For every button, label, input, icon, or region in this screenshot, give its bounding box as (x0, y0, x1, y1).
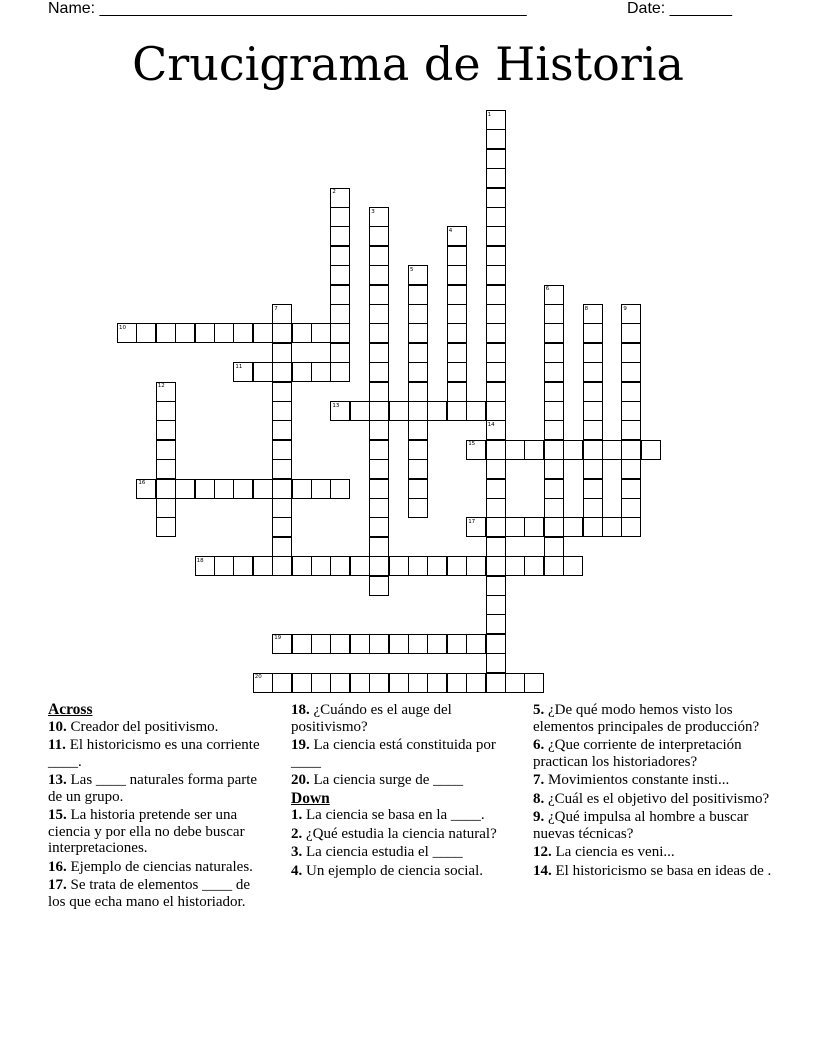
crossword-cell[interactable] (486, 440, 506, 460)
crossword-cell[interactable] (156, 401, 176, 421)
crossword-cell[interactable] (524, 673, 544, 693)
crossword-cell[interactable] (486, 556, 506, 576)
crossword-cell[interactable] (466, 673, 486, 693)
crossword-cell[interactable] (272, 459, 292, 479)
crossword-cell[interactable] (486, 653, 506, 673)
crossword-cell[interactable] (408, 285, 428, 305)
crossword-cell[interactable] (447, 265, 467, 285)
clue-across-15: 15. La historia pretende ser una ciencia y por ella no debe buscar interpretaciones. (48, 807, 245, 856)
crossword-cell[interactable] (272, 673, 292, 693)
crossword-cell[interactable] (330, 304, 350, 324)
crossword-cell[interactable] (505, 556, 525, 576)
crossword-cell[interactable] (447, 246, 467, 266)
crossword-cell[interactable] (486, 634, 506, 654)
crossword-cell[interactable] (369, 226, 389, 246)
crossword-cell[interactable] (369, 576, 389, 596)
crossword-cell[interactable] (350, 556, 370, 576)
crossword-cell[interactable] (214, 556, 234, 576)
crossword-cell[interactable] (524, 517, 544, 537)
crossword-cell[interactable] (350, 673, 370, 693)
clue-number-label: 13 (332, 402, 340, 409)
crossword-cell[interactable] (330, 634, 350, 654)
crossword-cell[interactable] (272, 323, 292, 343)
crossword-cell[interactable] (544, 323, 564, 343)
crossword-cell[interactable] (621, 498, 641, 518)
crossword-cell[interactable] (486, 401, 506, 421)
clue-down-7: 7. Movimientos constante insti... (533, 772, 730, 788)
crossword-cell[interactable] (583, 459, 603, 479)
crossword-cell[interactable] (408, 420, 428, 440)
crossword-cell[interactable] (486, 246, 506, 266)
crossword-cell[interactable] (311, 673, 331, 693)
crossword-cell[interactable] (486, 517, 506, 537)
crossword-cell[interactable] (369, 479, 389, 499)
crossword-cell[interactable] (311, 323, 331, 343)
clue-down-9: 9. ¿Qué impulsa al hombre a buscar nuevas técnicas? (533, 809, 749, 842)
clue-column-3 (533, 702, 773, 881)
crossword-cell[interactable] (408, 479, 428, 499)
crossword-cell[interactable] (272, 343, 292, 363)
crossword-cell[interactable] (253, 479, 273, 499)
crossword-cell[interactable] (486, 537, 506, 557)
crossword-cell[interactable] (369, 537, 389, 557)
clue-number-label: 3 (371, 208, 375, 215)
crossword-cell[interactable] (292, 556, 312, 576)
crossword-cell[interactable] (233, 556, 253, 576)
crossword-cell[interactable] (330, 265, 350, 285)
header (48, 0, 748, 18)
crossword-cell[interactable] (447, 304, 467, 324)
crossword-cell[interactable] (466, 556, 486, 576)
crossword-cell[interactable] (175, 479, 195, 499)
clue-across-16: 16. Ejemplo de ciencias naturales. (48, 858, 253, 875)
clue-number-label: 12 (157, 383, 165, 390)
clue-number-label: 4 (448, 227, 453, 234)
crossword-cell[interactable] (369, 634, 389, 654)
crossword-cell[interactable] (544, 517, 564, 537)
crossword-cell[interactable] (563, 440, 583, 460)
clue-across-20: 20. La ciencia surge de ____ (291, 772, 464, 788)
crossword-cell[interactable] (486, 207, 506, 227)
clue-number-label: 1 (487, 111, 492, 118)
crossword-cell[interactable] (447, 634, 467, 654)
crossword-cell[interactable] (195, 479, 215, 499)
crossword-cell[interactable] (311, 634, 331, 654)
crossword-cell[interactable] (330, 285, 350, 305)
clue-across-13: 13. Las ____ naturales forma parte de un grupo. (48, 772, 258, 805)
crossword-cell[interactable] (544, 362, 564, 382)
crossword-cell[interactable] (369, 285, 389, 305)
crossword-cell[interactable] (369, 343, 389, 363)
crossword-cell[interactable] (524, 556, 544, 576)
crossword-cell[interactable] (156, 498, 176, 518)
crossword-cell[interactable] (156, 420, 176, 440)
crossword-cell[interactable] (272, 382, 292, 402)
crossword-cell[interactable] (583, 440, 603, 460)
crossword-cell[interactable] (408, 556, 428, 576)
clue-across-19: 19. La ciencia está constituida por ____ (291, 737, 496, 770)
crossword-cell[interactable] (486, 576, 506, 596)
crossword-cell[interactable] (408, 634, 428, 654)
crossword-cell[interactable] (350, 634, 370, 654)
crossword-cell[interactable] (136, 323, 156, 343)
crossword-cell[interactable] (408, 382, 428, 402)
crossword-cell[interactable] (466, 634, 486, 654)
clue-column-2 (291, 702, 513, 881)
crossword-cell[interactable] (369, 556, 389, 576)
crossword-cell[interactable] (408, 673, 428, 693)
crossword-cell[interactable] (621, 517, 641, 537)
crossword-cell[interactable] (447, 285, 467, 305)
clue-down-2: 2. ¿Qué estudia la ciencia natural? (291, 825, 497, 842)
clue-across-11: 11. El historicismo es una corriente ____. (48, 737, 260, 770)
crossword-cell[interactable] (447, 343, 467, 363)
crossword-cell[interactable] (447, 556, 467, 576)
crossword-cell[interactable] (486, 323, 506, 343)
crossword-cell[interactable] (621, 362, 641, 382)
crossword-cell[interactable] (369, 420, 389, 440)
crossword-cell[interactable] (330, 362, 350, 382)
clue-number-label: 15 (468, 441, 476, 448)
clue-column-1 (48, 702, 270, 912)
crossword-cell[interactable] (272, 362, 292, 382)
crossword-cell[interactable] (583, 343, 603, 363)
crossword-cell[interactable] (544, 382, 564, 402)
crossword-cell[interactable] (214, 323, 234, 343)
clue-down-5: 5. ¿De qué modo hemos visto los elementos principales de producción? (533, 702, 760, 735)
crossword-cell[interactable] (408, 362, 428, 382)
crossword-cell[interactable] (253, 556, 273, 576)
crossword-cell[interactable] (486, 382, 506, 402)
crossword-cell[interactable] (330, 673, 350, 693)
crossword-cell[interactable] (486, 304, 506, 324)
crossword-cell[interactable] (544, 556, 564, 576)
crossword-cell[interactable] (563, 556, 583, 576)
crossword-cell[interactable] (602, 517, 622, 537)
down-heading: Down (291, 789, 330, 807)
crossword-cell[interactable] (621, 382, 641, 402)
crossword-cell[interactable] (544, 498, 564, 518)
clue-number-label: 2 (332, 189, 336, 196)
crossword-cell[interactable] (311, 556, 331, 576)
crossword-cell[interactable] (330, 207, 350, 227)
crossword-cell[interactable] (447, 673, 467, 693)
crossword-cell[interactable] (408, 304, 428, 324)
crossword-cell[interactable] (253, 323, 273, 343)
crossword-cell[interactable] (408, 401, 428, 421)
crossword-cell[interactable] (156, 479, 176, 499)
crossword-cell[interactable] (350, 401, 370, 421)
crossword-cell[interactable] (486, 285, 506, 305)
crossword-cell[interactable] (544, 537, 564, 557)
crossword-cell[interactable] (427, 556, 447, 576)
crossword-cell[interactable] (621, 479, 641, 499)
crossword-cell[interactable] (583, 517, 603, 537)
page-title: Crucigrama de Historia (132, 37, 684, 91)
clue-number-label: 10 (119, 324, 126, 331)
crossword-cell[interactable] (389, 634, 409, 654)
crossword-cell[interactable] (621, 420, 641, 440)
crossword-cell[interactable] (292, 673, 312, 693)
crossword-cell[interactable] (621, 440, 641, 460)
crossword-cell[interactable] (156, 440, 176, 460)
crossword-cell[interactable] (272, 420, 292, 440)
across-heading: Across (48, 701, 93, 718)
crossword-cell[interactable] (156, 323, 176, 343)
crossword-cell[interactable] (369, 362, 389, 382)
crossword-cell[interactable] (330, 246, 350, 266)
crossword-cell[interactable] (156, 517, 176, 537)
crossword-cell[interactable] (156, 459, 176, 479)
crossword-cell[interactable] (486, 362, 506, 382)
crossword-cell[interactable] (214, 479, 234, 499)
clue-number-label: 19 (274, 635, 282, 642)
crossword-cell[interactable] (505, 673, 525, 693)
clue-down-1: 1. La ciencia se basa en la ____. (291, 807, 485, 823)
crossword-cell[interactable] (544, 401, 564, 421)
crossword-cell[interactable] (195, 323, 215, 343)
crossword-cell[interactable] (369, 304, 389, 324)
crossword-cell[interactable] (369, 401, 389, 421)
crossword-cell[interactable] (408, 440, 428, 460)
crossword-cell[interactable] (486, 498, 506, 518)
clue-number-label: 17 (468, 518, 476, 525)
crossword-cell[interactable] (447, 401, 467, 421)
crossword-cell[interactable] (486, 343, 506, 363)
clue-number-label: 11 (235, 363, 243, 370)
crossword-cell[interactable] (544, 459, 564, 479)
crossword-cell[interactable] (408, 323, 428, 343)
crossword-cell[interactable] (563, 517, 583, 537)
clue-down-8: 8. ¿Cuál es el objetivo del positivismo? (533, 790, 770, 807)
crossword-cell[interactable] (466, 401, 486, 421)
clue-number-label: 14 (487, 421, 495, 428)
clue-number-label: 8 (584, 305, 589, 312)
crossword-cell[interactable] (389, 673, 409, 693)
crossword-cell[interactable] (292, 362, 312, 382)
crossword-cell[interactable] (369, 517, 389, 537)
crossword-cell[interactable] (389, 401, 409, 421)
crossword-cell[interactable] (583, 479, 603, 499)
crossword-cell[interactable] (544, 343, 564, 363)
crossword-cell[interactable] (427, 673, 447, 693)
crossword-cell[interactable] (330, 479, 350, 499)
crossword-cell[interactable] (408, 459, 428, 479)
clue-down-4: 4. Un ejemplo de ciencia social. (291, 862, 484, 879)
crossword-cell[interactable] (233, 479, 253, 499)
crossword-cell[interactable] (369, 440, 389, 460)
crossword-cell[interactable] (486, 614, 506, 634)
crossword-cell[interactable] (486, 188, 506, 208)
crossword-cell[interactable] (369, 246, 389, 266)
crossword-cell[interactable] (292, 479, 312, 499)
crossword-cell[interactable] (272, 556, 292, 576)
crossword-cell[interactable] (583, 323, 603, 343)
crossword-cell[interactable] (583, 401, 603, 421)
crossword-cell[interactable] (544, 440, 564, 460)
clue-down-12: 12. La ciencia es veni... (533, 844, 675, 860)
crossword-cell[interactable] (447, 323, 467, 343)
crossword-cell[interactable] (272, 479, 292, 499)
clue-number-label: 16 (138, 480, 146, 487)
crossword-cell[interactable] (311, 362, 331, 382)
crossword-cell[interactable] (621, 401, 641, 421)
crossword-cell[interactable] (292, 323, 312, 343)
clue-number-label: 20 (254, 674, 262, 681)
crossword-cell[interactable] (447, 362, 467, 382)
crossword-cell[interactable] (621, 459, 641, 479)
crossword-cell[interactable] (486, 226, 506, 246)
clue-across-17: 17. Se trata de elementos ____ de los que echa mano el historiador. (48, 877, 251, 910)
clue-number-label: 7 (274, 305, 278, 312)
clue-down-6: 6. ¿Que corriente de interpretación practican los historiadores? (533, 737, 742, 770)
crossword-cell[interactable] (486, 149, 506, 169)
crossword-cell[interactable] (544, 304, 564, 324)
clue-number-label: 9 (623, 305, 627, 312)
crossword-cell[interactable] (389, 556, 409, 576)
crossword-cell[interactable] (369, 459, 389, 479)
crossword-cell[interactable] (330, 323, 350, 343)
crossword-cell[interactable] (602, 440, 622, 460)
crossword-cell[interactable] (486, 595, 506, 615)
crossword-cell[interactable] (175, 323, 195, 343)
crossword-cell[interactable] (583, 362, 603, 382)
clue-down-14: 14. El historicismo se basa en ideas de . (533, 862, 772, 879)
clue-down-3: 3. La ciencia estudia el ____ (291, 844, 463, 860)
crossword-cell[interactable] (330, 343, 350, 363)
crossword-cell[interactable] (292, 634, 312, 654)
crossword-cell[interactable] (583, 420, 603, 440)
crossword-cell[interactable] (486, 265, 506, 285)
crossword-cell[interactable] (369, 498, 389, 518)
crossword-cell[interactable] (486, 168, 506, 188)
crossword-cell[interactable] (272, 440, 292, 460)
crossword-cell[interactable] (272, 498, 292, 518)
crossword-cell[interactable] (524, 440, 544, 460)
crossword-cell[interactable] (447, 382, 467, 402)
date-field-label: Date: _______ (627, 0, 732, 17)
crossword-cell[interactable] (486, 673, 506, 693)
crossword-cell[interactable] (253, 362, 273, 382)
crossword-cell[interactable] (272, 401, 292, 421)
crossword-cell[interactable] (621, 323, 641, 343)
crossword-cell[interactable] (233, 323, 253, 343)
crossword-cell[interactable] (408, 343, 428, 363)
crossword-cell[interactable] (369, 323, 389, 343)
crossword-cell[interactable] (408, 498, 428, 518)
crossword-cell[interactable] (486, 129, 506, 149)
crossword-cell[interactable] (486, 459, 506, 479)
crossword-cell[interactable] (505, 517, 525, 537)
clue-across-18: 18. ¿Cuándo es el auge del positivismo? (291, 702, 452, 735)
crossword-cell[interactable] (272, 517, 292, 537)
crossword-cell[interactable] (369, 673, 389, 693)
crossword-cell[interactable] (583, 382, 603, 402)
clue-number-label: 5 (410, 266, 414, 273)
crossword-cell[interactable] (641, 440, 661, 460)
clue-number-label: 18 (196, 557, 204, 564)
crossword-cell[interactable] (272, 537, 292, 557)
crossword-cell[interactable] (427, 401, 447, 421)
clue-number-label: 6 (545, 286, 550, 293)
crossword-cell[interactable] (544, 479, 564, 499)
crossword-cell[interactable] (311, 479, 331, 499)
crossword-cell[interactable] (505, 440, 525, 460)
crossword-cell[interactable] (621, 343, 641, 363)
crossword-cell[interactable] (369, 265, 389, 285)
crossword-cell[interactable] (427, 634, 447, 654)
crossword-cell[interactable] (486, 479, 506, 499)
crossword-cell[interactable] (330, 556, 350, 576)
clue-across-10: 10. Creador del positivismo. (48, 718, 219, 735)
crossword-cell[interactable] (369, 382, 389, 402)
crossword-cell[interactable] (544, 420, 564, 440)
name-field-label: Name: ________________________________________________ (48, 0, 527, 17)
crossword-cell[interactable] (583, 498, 603, 518)
crossword-cell[interactable] (330, 226, 350, 246)
